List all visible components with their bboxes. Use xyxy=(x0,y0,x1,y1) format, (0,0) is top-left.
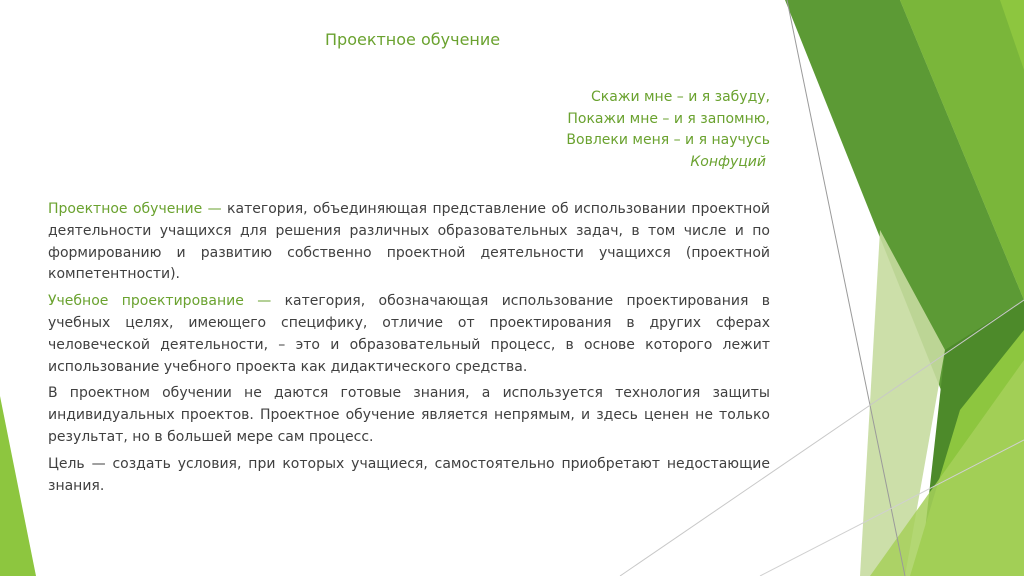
paragraph-text: В проектном обучении не даются готовые знания, а используется технология защиты индивидуальных проектов. Проектное обучение является непрямым, и здесь ценен не только результат, но в большей мере сам процесс. xyxy=(48,385,770,445)
paragraph-text: категория, обозначающая использование проектирования в учебных целях, имеющего специфику, отличие от проектирования в других сферах человеческой деятельности, – это и образовательный процесс, в основе которого лежит использование учебного проекта как дидактического средства. xyxy=(48,293,771,375)
paragraph-text: категория, объединяющая представление об использовании проектной деятельности учащихся для решения различных образовательных задач, в том числе и по формированию и развитию собственно проектной деятельности учащихся (проектной компетентности). xyxy=(48,201,770,283)
left-green-triangle xyxy=(0,396,36,576)
epigraph xyxy=(566,87,770,173)
paragraph-project-learning xyxy=(48,199,770,286)
epigraph-line: Вовлеки меня – и я научусь xyxy=(566,132,770,148)
epigraph-line: Покажи мне – и я запомню, xyxy=(567,110,770,127)
term: Проектное обучение — xyxy=(48,201,222,217)
paragraph-educational-design xyxy=(48,291,770,378)
epigraph-author: Конфуций xyxy=(690,153,766,170)
paragraph-goal xyxy=(48,454,770,498)
slide-title: Проектное обучение xyxy=(325,30,501,49)
term: Учебное проектирование — xyxy=(48,293,272,310)
paragraph-no-ready-knowledge xyxy=(48,383,770,448)
epigraph-line: Скажи мне – и я забуду, xyxy=(591,89,770,105)
paragraph-text: Цель — создать условия, при которых учащиеся, самостоятельно приобретают недостающие знания. xyxy=(48,455,770,494)
body-text xyxy=(48,199,770,502)
